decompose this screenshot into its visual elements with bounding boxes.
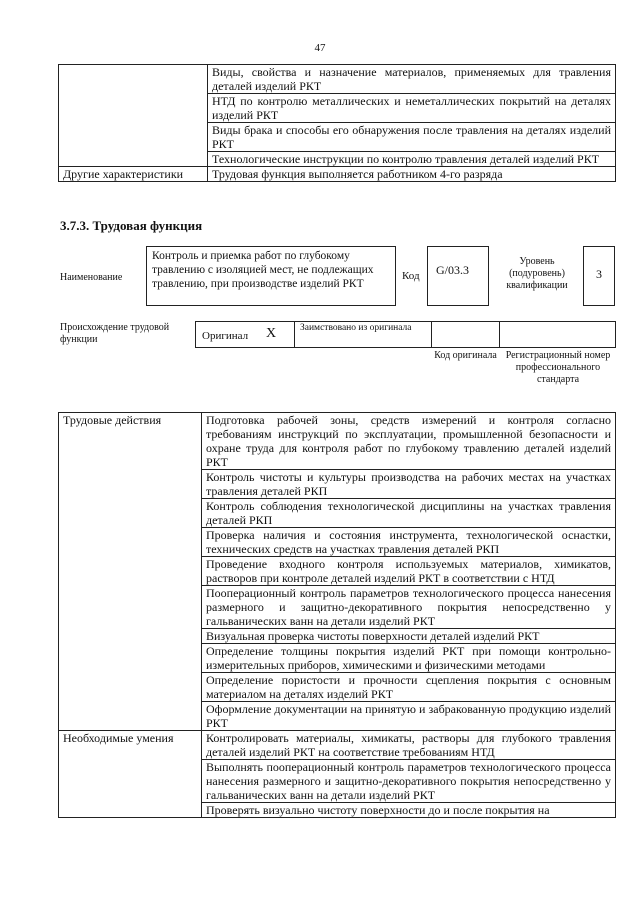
function-code-box: G/03.3 <box>427 246 489 306</box>
table-cell: Технологические инструкции по контролю травления деталей изделий РКТ <box>208 152 616 167</box>
labor-actions-label: Трудовые действия <box>59 413 202 731</box>
knowledge-table <box>58 64 616 182</box>
table-cell: Подготовка рабочей зоны, средств измерений и контроля согласно требованиям инструкций по эксплуатации, промышленной безопасности и охране труда для контроля работ по глубокому травлению деталей изделий РКТ <box>202 413 616 470</box>
table-cell: Проверять визуально чистоту поверхности до и после покрытия на <box>202 803 616 818</box>
table-cell: Проверка наличия и состояния инструмента, технологической оснастки, технических средств на участках травления деталей РКП <box>202 528 616 557</box>
table-row <box>59 413 616 470</box>
name-label: Наименование <box>60 272 123 283</box>
empty-label-cell <box>59 65 208 167</box>
function-table <box>58 412 616 818</box>
table-cell: Контроль чистоты и культуры производства на рабочих местах на участках травления деталей РКП <box>202 470 616 499</box>
table-cell: Проведение входного контроля используемых материалов, химикатов, растворов при контроле деталей изделий РКТ в соответствии с НТД <box>202 557 616 586</box>
required-skills-label: Необходимые умения <box>59 731 202 818</box>
origin-label: Происхождение трудовой функции <box>60 322 170 345</box>
table-row <box>59 731 616 760</box>
table-cell: Контролировать материалы, химикаты, растворы для глубокого травления деталей изделий РКТ на соответствие требованиям НТД <box>202 731 616 760</box>
borrowed-box: Заимствовано из оригинала <box>294 321 432 348</box>
code-caption: Код оригинала <box>434 350 497 361</box>
original-code-box <box>431 321 500 348</box>
level-label: Уровень (подуровень) квалификации <box>506 256 568 291</box>
registration-number-box <box>499 321 616 348</box>
table-row <box>59 167 616 182</box>
table-cell: Виды брака и способы его обнаружения после травления на деталях изделий РКТ <box>208 123 616 152</box>
level-value-box: 3 <box>583 246 615 306</box>
table-cell: Выполнять пооперационный контроль параметров технологического процесса нанесения размерного и защитно-декоративного покрытия непосредственно у гальванических ванн на детали изделий РКТ <box>202 760 616 803</box>
table-cell: Визуальная проверка чистоты поверхности деталей изделий РКТ <box>202 629 616 644</box>
original-label: Оригинал <box>202 330 249 342</box>
original-box <box>195 321 295 348</box>
function-name-box: Контроль и приемка работ по глубокому травлению с изоляцией мест, не подлежащих травлению, при производстве изделий РКТ <box>146 246 396 306</box>
registration-caption: Регистрационный номер профессионального стандарта <box>505 350 611 385</box>
page-number: 47 <box>314 42 326 54</box>
table-cell: Контроль соблюдения технологической дисциплины на участках травления деталей РКП <box>202 499 616 528</box>
table-cell: Пооперационный контроль параметров технологического процесса нанесения размерного и защитно-декоративного покрытия непосредственно у гальванических ванн на детали изделий РКТ <box>202 586 616 629</box>
code-label: Код <box>402 270 420 282</box>
table-cell: НТД по контролю металлических и неметаллических покрытий на деталях изделий РКТ <box>208 94 616 123</box>
table-cell: Оформление документации на принятую и забракованную продукцию изделий РКТ <box>202 702 616 731</box>
section-heading: 3.7.3. Трудовая функция <box>60 218 203 233</box>
original-mark: X <box>266 326 277 341</box>
table-row <box>59 65 616 94</box>
table-cell: Определение толщины покрытия изделий РКТ при помощи контрольно-измерительных приборов, химическими и физическими методами <box>202 644 616 673</box>
table-cell: Виды, свойства и назначение материалов, применяемых для травления деталей изделий РКТ <box>208 65 616 94</box>
other-characteristics-value: Трудовая функция выполняется работником 4-го разряда <box>208 167 616 182</box>
other-characteristics-label: Другие характеристики <box>59 167 208 182</box>
table-cell: Определение пористости и прочности сцепления покрытия с основным материалом на деталях изделий РКТ <box>202 673 616 702</box>
